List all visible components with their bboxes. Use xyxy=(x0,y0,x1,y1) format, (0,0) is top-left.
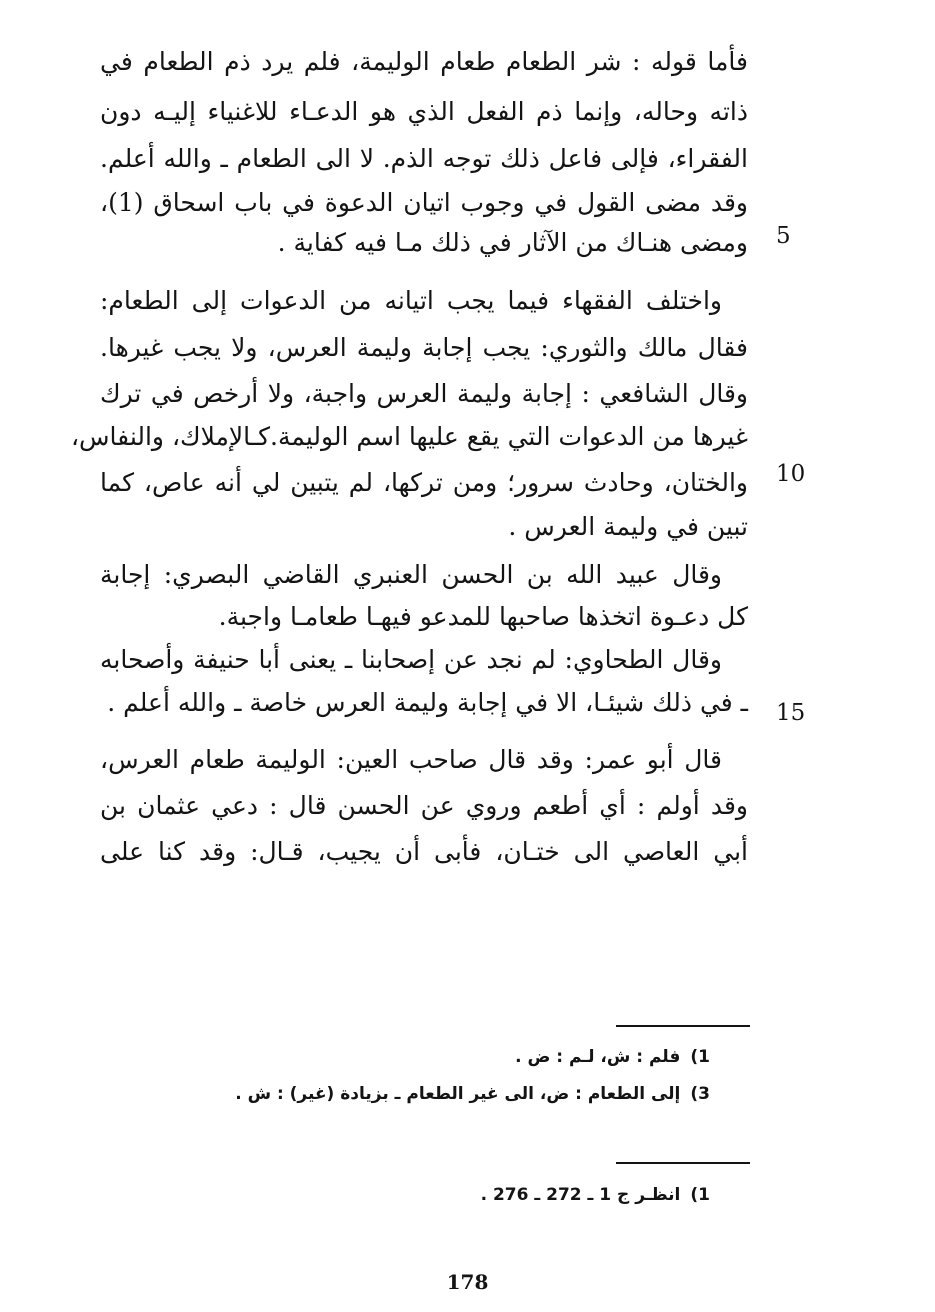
footnote-text: فلم : ش، لـم : ض . xyxy=(515,1047,681,1067)
text-line: وقال الطحاوي: لم نجد عن إصحابنا ـ يعنى أبا حنيفة وأصحابه xyxy=(100,645,722,674)
line-number: 15 xyxy=(776,700,806,726)
text-line: وقال عبيد الله بن الحسن العنبري القاضي البصري: إجابة xyxy=(100,560,722,589)
text-line: وقد أولم : أي أطعم وروي عن الحسن قال : دعي عثمان بن xyxy=(100,791,748,820)
text-line: وقد مضى القول في وجوب اتيان الدعوة في باب اسحاق (1)، xyxy=(100,188,749,217)
text-line: الفقراء، فإلى فاعل ذلك توجه الذم. لا الى الطعام ـ والله أعلم. xyxy=(100,144,748,173)
text-line: قال أبو عمر: وقد قال صاحب العين: الوليمة طعام العرس، xyxy=(100,745,722,774)
text-line: فأما قوله : شر الطعام طعام الوليمة، فلم يرد ذم الطعام في xyxy=(100,47,748,76)
text-line: فقال مالك والثوري: يجب إجابة وليمة العرس، ولا يجب غيرها. xyxy=(100,333,748,362)
text-line: واختلف الفقهاء فيما يجب اتيانه من الدعوات إلى الطعام: xyxy=(100,286,722,315)
text-line: أبي العاصي الى ختـان، فأبى أن يجيب، قـال: وقد كنا على xyxy=(100,837,748,866)
text-line: والختان، وحادث سرور؛ ومن تركها، لم يتبين لي أنه عاص، كما xyxy=(100,468,748,497)
footnote-text: انظـر ج 1 ـ 272 ـ 276 . xyxy=(480,1185,681,1205)
text-line: ذاته وحاله، وإنما ذم الفعل الذي هو الدعـاء للاغنياء إليـه دون xyxy=(100,97,748,126)
footnote-divider xyxy=(616,1025,750,1027)
reference-note xyxy=(481,1180,710,1210)
text-line: ـ في ذلك شيئـا، الا في إجابة وليمة العرس خاصة ـ والله أعلم . xyxy=(107,688,748,717)
page-number: 178 xyxy=(446,1270,489,1294)
footnote-number: 1) xyxy=(690,1047,710,1067)
line-number: 5 xyxy=(776,223,791,249)
footnote-text: إلى الطعام : ض، الى غير الطعام ـ بزيادة (غير) : ش . xyxy=(235,1084,681,1104)
text-line: غيرها من الدعوات التي يقع عليها اسم الوليمة.كـالإملاك، والنفاس، xyxy=(70,422,748,451)
footnote xyxy=(515,1042,710,1072)
footnote-divider xyxy=(616,1162,750,1164)
line-number: 10 xyxy=(776,461,806,487)
footnote xyxy=(235,1079,710,1109)
text-line: وقال الشافعي : إجابة وليمة العرس واجبة، ولا أرخص في ترك xyxy=(100,379,748,408)
text-line: ومضى هنـاك من الآثار في ذلك مـا فيه كفاية . xyxy=(277,228,748,257)
text-line: تبين في وليمة العرس . xyxy=(508,512,748,541)
footnote-number: 3) xyxy=(690,1084,710,1104)
text-line: كل دعـوة اتخذها صاحبها للمدعو فيهـا طعامـا واجبة. xyxy=(218,602,748,631)
footnote-number: 1) xyxy=(690,1185,710,1205)
